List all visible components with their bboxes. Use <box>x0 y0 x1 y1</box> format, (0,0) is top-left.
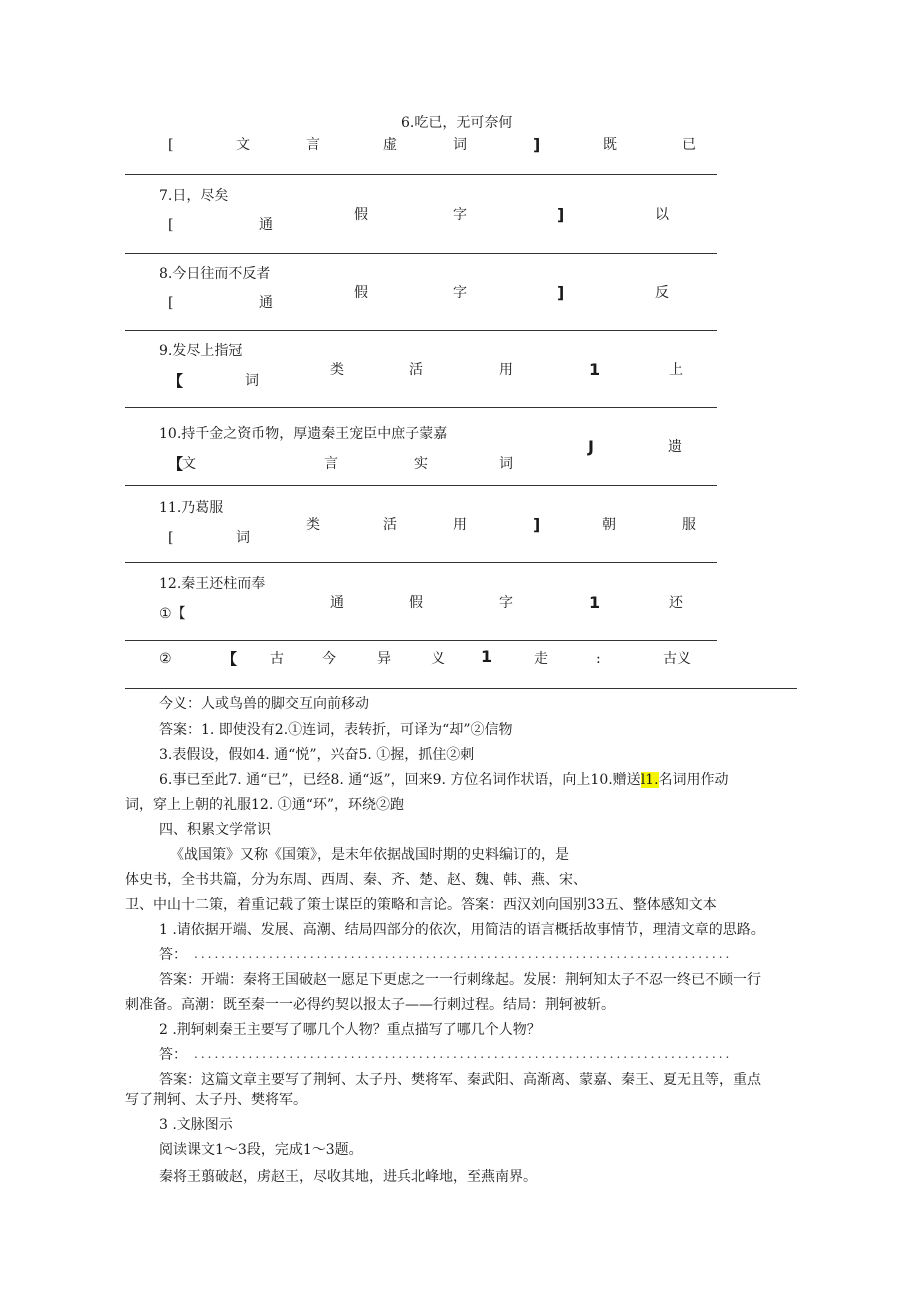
row-12b-word: 走 <box>534 651 548 667</box>
row-8-answer: 反 <box>655 285 669 301</box>
row-6-tag-char: 言 <box>306 137 320 153</box>
section-heading: 四、积累文学常识 <box>159 822 271 838</box>
row-6-tag-char: 词 <box>453 137 467 153</box>
row-10-tag-char: 言 <box>324 456 338 472</box>
row-11-tag-char: 活 <box>383 517 397 533</box>
row-7-tag-char: 通 <box>259 217 273 233</box>
row-8-tag-open: [ <box>168 295 174 311</box>
reading-instruction: 阅读课文1〜3段，完成1〜3题。 <box>159 1142 363 1158</box>
answer-line: 答案：这篇文章主要写了荆轲、太子丹、樊将军、秦武阳、高渐离、蒙嘉、秦王、夏无且等，重点 <box>159 1072 761 1088</box>
row-12-tag-open: ①【 <box>159 606 186 622</box>
row-10-answer: 遗 <box>668 439 682 455</box>
answer-line: 答案：1. 即使没有2.①连词，表转折，可译为“却”②信物 <box>159 722 513 738</box>
row-10-tag-close: J <box>588 437 594 456</box>
question-1: 1 .请依据开端、发展、高潮、结局四部分的依次，用简洁的语言概括故事情节，理清文章的思路。 <box>159 922 765 938</box>
row-12b-tag-char: 异 <box>377 651 391 667</box>
row-6-answer: 既 <box>603 137 617 153</box>
table-bottom-rule <box>125 688 797 689</box>
row-12-tag-char: 字 <box>499 595 513 611</box>
row-12b-tag-char: 古 <box>270 651 284 667</box>
row-9-tag-char: 词 <box>245 373 259 389</box>
row-9-sentence: 9.发尽上指冠 <box>159 343 243 359</box>
row-11-tag-open: [ <box>168 530 174 546</box>
literature-line: 卫、中山十二策，着重记载了策士谋臣的策略和言论。答案：西汉刘向国别33五、整体感知文本 <box>125 897 717 913</box>
answer-blank-dots: ............................................................................... <box>194 947 733 961</box>
row-12b-colon: : <box>596 651 601 667</box>
answer-label: 答： <box>159 947 187 963</box>
row-7-tag-char: 假 <box>354 207 368 223</box>
answer-line: 词，穿上上朝的礼服12. ①通“环”，环绕②跑 <box>125 797 405 813</box>
row-divider <box>125 640 717 641</box>
row-6-answer: 已 <box>682 137 696 153</box>
answer-line: 答案：开端：秦将王国破赵一愿足下更虑之一一行刺缘起。发展：荆轲知太子不忍一终已不顾一行 <box>159 972 761 988</box>
row-8-tag-char: 字 <box>453 285 467 301</box>
jinyi-line: 今义：人或鸟兽的脚交互向前移动 <box>159 696 369 712</box>
row-7-tag-close: ] <box>557 205 565 224</box>
row-divider <box>125 174 717 175</box>
answer-blank-dots: ............................................................................... <box>194 1047 733 1061</box>
row-9-answer: 上 <box>669 362 683 378</box>
row-12b-tag-char: 义 <box>431 651 445 667</box>
row-12b-tag-close: 1 <box>481 647 493 666</box>
answer-line: 刺准备。高潮：既至秦一一必得约契以报太子——行刺过程。结局：荆轲被斩。 <box>125 997 615 1013</box>
row-10-sentence: 10.持千金之资币物，厚遗秦王宠臣中庶子蒙嘉 <box>159 426 448 442</box>
literature-line: 《战国策》又称《国策》，是末年依据战国时期的史料编订的，是 <box>170 847 569 863</box>
row-7-sentence: 7.日，尽矣 <box>159 188 229 204</box>
row-12-tag-close: 1 <box>589 593 601 612</box>
row-11-answer: 朝 <box>602 517 616 533</box>
row-6-tag-char: 虚 <box>383 137 397 153</box>
row-8-tag-char: 通 <box>259 295 273 311</box>
row-11-tag-char: 词 <box>236 530 250 546</box>
row-8-tag-char: 假 <box>354 285 368 301</box>
answer-text: 6.事已至此7. 通“已”，已经8. 通“返”，回来9. 方位名词作状语，向上10.赠送 <box>159 772 641 788</box>
row-12-tag-char: 通 <box>330 595 344 611</box>
row-12b-num: ② <box>159 651 172 667</box>
answer-line: 3.表假设，假如4. 通“悦”，兴奋5. ①握，抓住②刺 <box>159 747 475 763</box>
literature-line: 体史书，全书共篇，分为东周、西周、秦、齐、楚、赵、魏、韩、燕、宋、 <box>125 872 587 888</box>
question-3: 3 .文脉图示 <box>159 1117 233 1133</box>
answer-text: 名词用作动 <box>658 772 729 788</box>
row-12b-tag-char: 今 <box>322 651 336 667</box>
row-9-tag-char: 类 <box>330 362 344 378</box>
row-12b-tag-open: 【 <box>222 650 238 668</box>
row-12-tag-char: 假 <box>409 595 423 611</box>
row-8-sentence: 8.今日往而不反者 <box>159 266 271 282</box>
answer-line: 写了荆轲、太子丹、樊将军。 <box>125 1092 307 1108</box>
highlighted-text: l1. <box>640 772 659 788</box>
row-divider <box>125 485 717 486</box>
passage-line: 秦将王翦破赵，虏赵王，尽收其地，进兵北峰地，至燕南界。 <box>159 1169 537 1185</box>
row-12-sentence: 12.秦王还柱而奉 <box>159 576 266 592</box>
row-6-sentence: 6.吃已，无可奈何 <box>401 115 513 131</box>
row-divider <box>125 330 717 331</box>
row-11-tag-close: ] <box>533 515 541 534</box>
row-11-answer: 服 <box>682 517 696 533</box>
question-2: 2 .荆轲刺秦王主要写了哪几个人物？重点描写了哪几个人物？ <box>159 1022 541 1038</box>
row-9-tag-char: 用 <box>499 362 513 378</box>
row-11-sentence: 11.乃葛服 <box>159 500 224 516</box>
row-10-tag-char: 词 <box>499 456 513 472</box>
row-12b-gu-yi: 古义 <box>663 651 691 667</box>
row-11-tag-char: 类 <box>306 517 320 533</box>
answer-label: 答： <box>159 1047 187 1063</box>
row-7-answer: 以 <box>655 207 669 223</box>
row-divider <box>125 407 717 408</box>
row-10-tag-char: 实 <box>414 456 428 472</box>
row-10-tag-open: 【 <box>168 455 184 473</box>
row-10-tag-char: 文 <box>182 456 196 472</box>
row-8-tag-close: ] <box>557 283 565 302</box>
row-9-tag-open: 【 <box>168 372 184 390</box>
row-12-answer: 还 <box>669 595 683 611</box>
row-9-tag-char: 活 <box>409 362 423 378</box>
row-divider <box>125 562 717 563</box>
row-9-tag-close: 1 <box>589 360 601 379</box>
row-11-tag-char: 用 <box>453 517 467 533</box>
row-7-tag-open: [ <box>168 217 174 233</box>
row-divider <box>125 253 717 254</box>
row-7-tag-char: 字 <box>453 207 467 223</box>
row-6-tag-open: [ <box>168 137 174 153</box>
row-6-tag-char: 文 <box>236 137 250 153</box>
row-6-tag-close: ] <box>533 135 541 154</box>
answer-line <box>159 771 729 789</box>
